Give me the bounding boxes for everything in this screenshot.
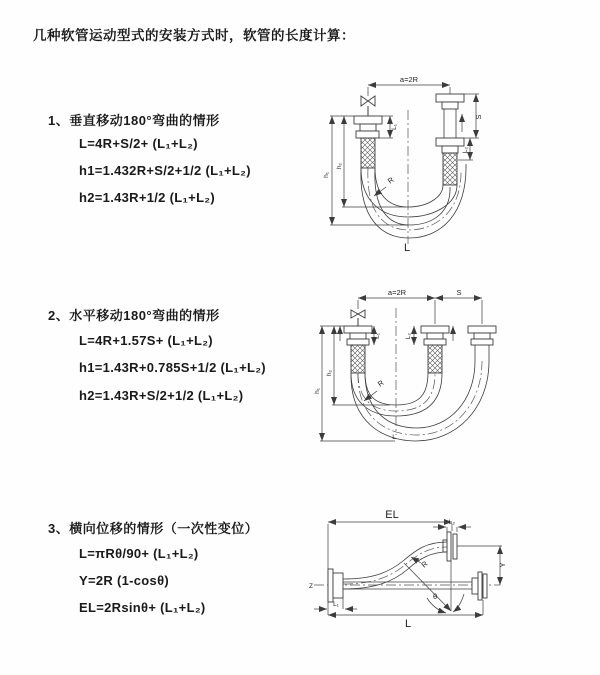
- radius-label: R: [385, 175, 396, 186]
- section-2-formula-l: L=4R+1.57S+ (L₁+L₂): [79, 333, 213, 348]
- displaced-flange: [443, 532, 457, 561]
- angle-construction: [404, 561, 464, 613]
- length-label: L: [392, 434, 396, 441]
- hose-bend-near: [351, 373, 442, 416]
- braided-hose-section: [361, 138, 375, 168]
- right-flange-upper-position: [436, 94, 464, 138]
- fixed-flange: [328, 569, 343, 602]
- braided-hose-section: [443, 153, 457, 185]
- radius-label: R: [419, 559, 430, 570]
- braided-hose-section: [428, 345, 442, 373]
- dim-label-l2: L₂: [462, 146, 469, 154]
- dim-label-span: a=2R: [399, 75, 419, 84]
- section-1-formula-h1: h1=1.432R+S/2+1/2 (L₁+L₂): [79, 163, 251, 178]
- section-1-formula-l: L=4R+S/2+ (L₁+L₂): [79, 136, 198, 151]
- left-flange: [344, 326, 372, 373]
- pipe-original-position: [343, 572, 487, 600]
- section-2-formula-h1: h1=1.43R+0.785S+1/2 (L₁+L₂): [79, 360, 266, 375]
- left-flange: [354, 116, 382, 168]
- dim-label-y: Y: [498, 562, 507, 568]
- valve-icon: [351, 310, 365, 318]
- section-1-heading: 1、垂直移动180°弯曲的情形: [48, 113, 220, 128]
- page-title: 几种软管运动型式的安装方式时，软管的长度计算：: [33, 28, 355, 43]
- section-1-formula-h2: h2=1.43R+1/2 (L₁+L₂): [79, 190, 216, 205]
- dim-label-el: EL: [385, 509, 399, 521]
- dim-label-h1: h₁: [323, 172, 330, 178]
- dim-label-l1: L₁: [374, 333, 381, 339]
- angle-label: θ: [433, 592, 438, 601]
- dim-label-l2: L₂: [405, 332, 412, 340]
- section-3-heading: 3、横向位移的情形（一次性变位）: [48, 521, 259, 536]
- diagram-horizontal-180-bend: [310, 283, 600, 455]
- radius-label: R: [375, 378, 386, 389]
- middle-flange-near-position: [421, 326, 449, 373]
- dim-label-h2: h₂: [326, 369, 333, 377]
- section-2-heading: 2、水平移动180°弯曲的情形: [48, 308, 220, 323]
- dim-label-l1: L₁: [391, 124, 398, 130]
- dim-label-l2: L₂: [448, 519, 456, 526]
- dim-label-l: L: [404, 618, 412, 630]
- section-2-formula-h2: h2=1.43R+S/2+1/2 (L₁+L₂): [79, 388, 244, 403]
- hose-bend-far: [351, 361, 489, 441]
- dim-label-stroke: S: [456, 288, 462, 297]
- dim-label-stroke: S: [474, 114, 483, 120]
- dim-label-h2: h₂: [336, 162, 343, 170]
- right-flange-lower-position: [436, 138, 464, 185]
- diagram-lateral-displacement: [300, 497, 600, 657]
- section-3-formula-y: Y=2R (1-cosθ): [79, 573, 170, 588]
- section-3-formula-el: EL=2Rsinθ+ (L₁+L₂): [79, 600, 206, 615]
- dim-label-l1: L₁: [333, 601, 339, 608]
- length-label: L: [403, 242, 411, 254]
- diagram-vertical-180-bend: [310, 70, 600, 260]
- section-3-formula-l: L=πRθ/90+ (L₁+L₂): [79, 546, 199, 561]
- braided-hose-section: [351, 345, 365, 373]
- break-mark: Z: [309, 583, 313, 590]
- valve-icon: [361, 96, 375, 106]
- dim-label-span: a=2R: [387, 288, 407, 297]
- dim-label-h1: h₁: [314, 388, 321, 394]
- right-flange-far-position: [468, 326, 496, 361]
